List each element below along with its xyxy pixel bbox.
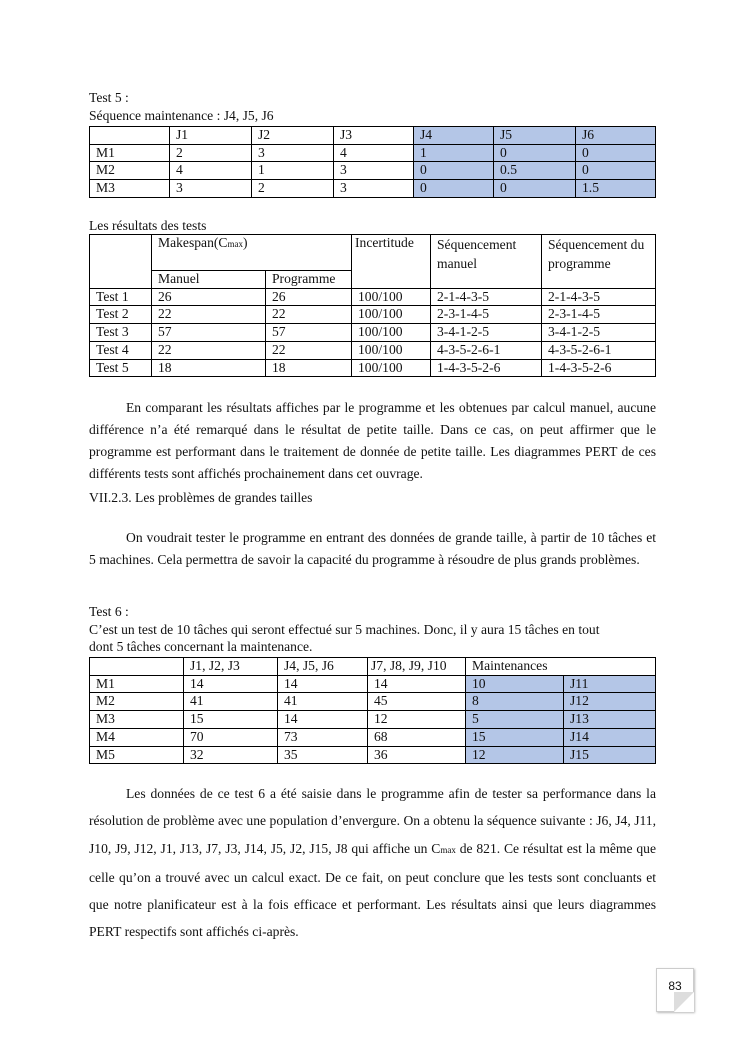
table-header-row	[90, 658, 656, 676]
table-row	[90, 144, 656, 162]
table-cell: 100/100	[352, 359, 431, 377]
table-cell: 18	[152, 359, 266, 377]
table-cell: 12	[368, 711, 466, 729]
table-cell: 1-4-3-5-2-6	[431, 359, 542, 377]
table-cell: 4	[334, 144, 414, 162]
table-cell: 2-3-1-4-5	[431, 306, 542, 324]
test6-title: Test 6 :	[89, 604, 129, 619]
table-cell: 0	[494, 180, 576, 198]
table-row	[90, 288, 656, 306]
table-cell: 22	[266, 341, 352, 359]
table-row	[90, 324, 656, 342]
table-cell: 14	[368, 675, 466, 693]
table-cell: 2-1-4-3-5	[542, 288, 656, 306]
paragraph-2: On voudrait tester le programme en entrant des données de grande taille, à partir de 10 tâches et 5 machines. Cela permettra de savoir la capacité du programme à résoudre de plus grands problèmes.	[89, 530, 656, 567]
table-row	[90, 306, 656, 324]
table-cell: 41	[278, 693, 368, 711]
table-row	[90, 728, 656, 746]
table-cell: 15	[466, 728, 564, 746]
table-cell: 18	[266, 359, 352, 377]
table-cell: M5	[90, 746, 184, 764]
table-cell: J7, J8, J9, J10	[368, 658, 466, 676]
table-cell: 1.5	[576, 180, 656, 198]
page-number-box	[656, 968, 694, 1012]
table-cell: 2	[252, 180, 334, 198]
table-cell: J5	[494, 127, 576, 145]
table-cell: 3-4-1-2-5	[431, 324, 542, 342]
section-heading: VII.2.3. Les problèmes de grandes tailles	[89, 490, 313, 505]
table-row	[90, 180, 656, 198]
table-cell: J1	[170, 127, 252, 145]
table-cell: J11	[564, 675, 656, 693]
test6-desc-1: C’est un test de 10 tâches qui seront effectué sur 5 machines. Donc, il y aura 15 tâches en tout	[89, 622, 600, 637]
table-cell: 0.5	[494, 162, 576, 180]
table-cell: 14	[278, 675, 368, 693]
table-cell: 3-4-1-2-5	[542, 324, 656, 342]
table-row	[90, 675, 656, 693]
table-cell: 100/100	[352, 324, 431, 342]
table-cell	[90, 658, 184, 676]
table-cell: J12	[564, 693, 656, 711]
table-cell	[90, 235, 152, 289]
table-cell: Test 1	[90, 288, 152, 306]
table-cell: 68	[368, 728, 466, 746]
test6-table	[89, 657, 656, 764]
table-cell: J15	[564, 746, 656, 764]
test5-sequence: Séquence maintenance : J4, J5, J6	[89, 108, 274, 123]
table-cell: 3	[334, 162, 414, 180]
table-cell: 10	[466, 675, 564, 693]
table-row	[90, 711, 656, 729]
makespan-header	[152, 235, 352, 271]
table-cell: 3	[170, 180, 252, 198]
incertitude-header: Incertitude	[352, 235, 431, 289]
table-cell: Maintenances	[466, 658, 656, 676]
table-cell: 26	[266, 288, 352, 306]
makespan-label: Makespan(C	[158, 235, 228, 250]
makespan-sub: max	[227, 239, 243, 249]
table-cell: J4	[414, 127, 494, 145]
table-cell: 70	[184, 728, 278, 746]
table-cell: 0	[494, 144, 576, 162]
table-cell: 0	[414, 162, 494, 180]
table-cell: 4-3-5-2-6-1	[542, 341, 656, 359]
table-cell: 0	[576, 162, 656, 180]
table-cell: 100/100	[352, 341, 431, 359]
paragraph-1: En comparant les résultats affiches par le programme et les obtenues par calcul manuel, aucune différence n’a été remarqué dans le résultat de petite taille. Dans ce cas, on peut affirmer que le programme est performant dans le traitement de donnée de petite taille. Les diagrammes PERT de ces différents tests sont affichés prochainement dans cet ouvrage.	[89, 400, 656, 481]
table-row	[90, 693, 656, 711]
table-cell: J4, J5, J6	[278, 658, 368, 676]
table-cell: 15	[184, 711, 278, 729]
table-cell: 5	[466, 711, 564, 729]
results-table	[89, 234, 656, 377]
table-row	[90, 341, 656, 359]
table-cell: 41	[184, 693, 278, 711]
table-cell: 100/100	[352, 306, 431, 324]
table-row	[90, 162, 656, 180]
table-cell: J14	[564, 728, 656, 746]
table-cell: 4-3-5-2-6-1	[431, 341, 542, 359]
table-cell: 14	[278, 711, 368, 729]
paragraph-3-text-a: Les données de ce test 6 a été saisie dans le programme afin de tester sa performance dans la résolution de problème avec une population d’envergure. On a obtenu la séquence suivante : J6, J4, J11, J10, J9, J12, J1, J13, J7, J3, J14, J5, J2, J15, J8 qui affiche un C	[89, 786, 656, 856]
table-cell: M2	[90, 162, 170, 180]
table-row	[90, 359, 656, 377]
table-cell: 1	[252, 162, 334, 180]
table-cell: 14	[184, 675, 278, 693]
table-cell: J13	[564, 711, 656, 729]
table-cell: 57	[152, 324, 266, 342]
table-cell: 12	[466, 746, 564, 764]
table-cell: 2	[170, 144, 252, 162]
table-header-row	[90, 127, 656, 145]
table-cell: M1	[90, 144, 170, 162]
table-cell: J1, J2, J3	[184, 658, 278, 676]
table-cell: J2	[252, 127, 334, 145]
table-cell: 22	[152, 341, 266, 359]
table-cell: 2-3-1-4-5	[542, 306, 656, 324]
test5-table	[89, 126, 656, 198]
seq-prog-header: Séquencement du programme	[542, 235, 656, 289]
results-title: Les résultats des tests	[89, 218, 207, 233]
table-cell: J6	[576, 127, 656, 145]
table-cell: 100/100	[352, 288, 431, 306]
table-cell: M4	[90, 728, 184, 746]
table-cell: 22	[152, 306, 266, 324]
page-number: 83	[668, 979, 682, 993]
table-cell: 73	[278, 728, 368, 746]
paragraph-3-text-b: de 821. Ce résultat est la même que celle qu’on a trouvé avec un calcul exact. De ce fait, on peut conclure que les tests sont concluants et que notre planificateur est à la fois efficace et performant. Les résultats ainsi que leurs diagrammes PERT respectifs sont affichés ci-après.	[89, 840, 656, 940]
table-cell: Test 2	[90, 306, 152, 324]
table-cell: 36	[368, 746, 466, 764]
table-cell: 57	[266, 324, 352, 342]
table-cell	[90, 127, 170, 145]
table-cell: 26	[152, 288, 266, 306]
table-cell: 45	[368, 693, 466, 711]
page-fold-icon	[674, 992, 694, 1012]
manuel-header: Manuel	[152, 271, 266, 289]
table-cell: 32	[184, 746, 278, 764]
test6-desc-2: dont 5 tâches concernant la maintenance.	[89, 639, 313, 654]
table-header-row	[90, 235, 656, 271]
seq-manuel-header: Séquencement manuel	[431, 235, 542, 289]
cmax-sub: max	[440, 844, 456, 855]
table-cell: M2	[90, 693, 184, 711]
table-cell: M1	[90, 675, 184, 693]
makespan-close: )	[242, 235, 248, 250]
table-cell: 4	[170, 162, 252, 180]
table-cell: 35	[278, 746, 368, 764]
table-cell: Test 4	[90, 341, 152, 359]
table-cell: M3	[90, 711, 184, 729]
table-cell: 8	[466, 693, 564, 711]
table-cell: 1-4-3-5-2-6	[542, 359, 656, 377]
table-cell: 0	[576, 144, 656, 162]
table-cell: M3	[90, 180, 170, 198]
paragraph-3	[89, 780, 656, 946]
test5-title: Test 5 :	[89, 90, 129, 105]
table-cell: J3	[334, 127, 414, 145]
table-cell: 3	[334, 180, 414, 198]
table-cell: 0	[414, 180, 494, 198]
table-cell: Test 3	[90, 324, 152, 342]
table-cell: Test 5	[90, 359, 152, 377]
table-cell: 1	[414, 144, 494, 162]
table-cell: 2-1-4-3-5	[431, 288, 542, 306]
table-cell: 22	[266, 306, 352, 324]
table-cell: 3	[252, 144, 334, 162]
table-row	[90, 746, 656, 764]
programme-header: Programme	[266, 271, 352, 289]
